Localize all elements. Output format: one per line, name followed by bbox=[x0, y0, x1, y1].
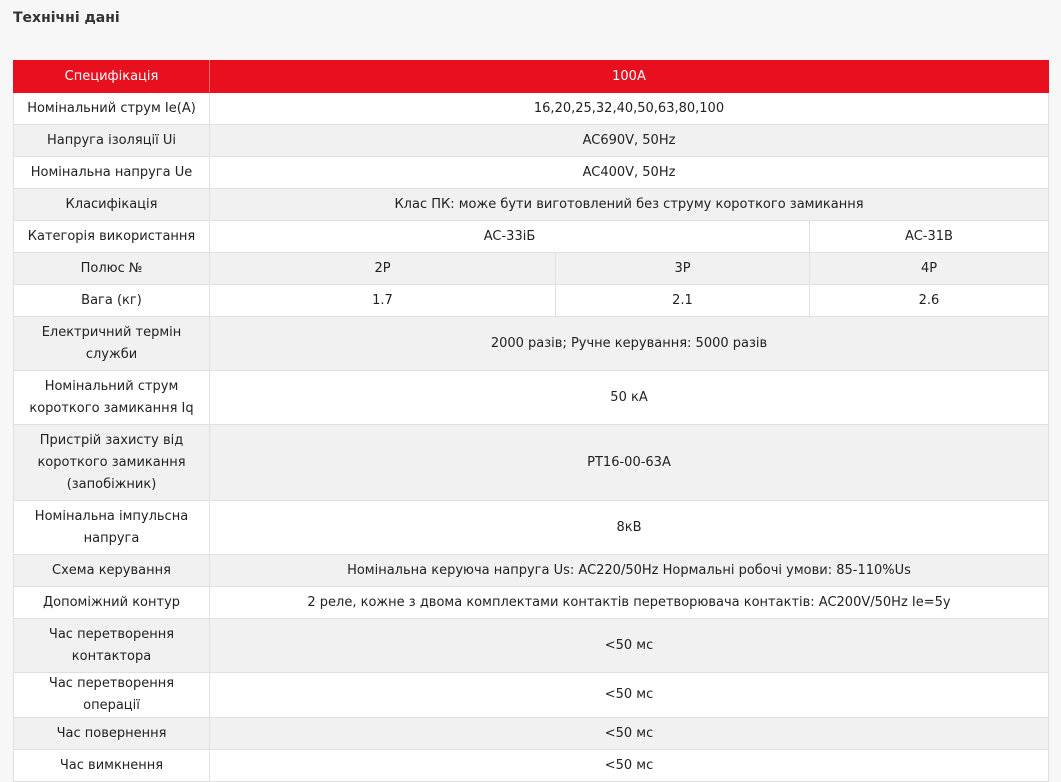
table-row bbox=[14, 619, 1049, 673]
row-label: Пристрій захисту від короткого замикання (запобіжник) bbox=[14, 425, 210, 501]
table-row bbox=[14, 157, 1049, 189]
row-value: 3P bbox=[556, 253, 810, 285]
row-label: Напруга ізоляції Ui bbox=[14, 125, 210, 157]
table-row bbox=[14, 253, 1049, 285]
row-label: Час вимкнення bbox=[14, 750, 210, 782]
row-value: 2.1 bbox=[556, 285, 810, 317]
row-label: Номінальний струм короткого замикання Iq bbox=[14, 371, 210, 425]
row-value: 2P bbox=[210, 253, 556, 285]
table-row bbox=[14, 371, 1049, 425]
row-value: <50 мс bbox=[210, 750, 1049, 782]
table-row bbox=[14, 673, 1049, 718]
row-value: AC400V, 50Hz bbox=[210, 157, 1049, 189]
specs-table bbox=[13, 60, 1049, 782]
row-label: Номінальна напруга Ue bbox=[14, 157, 210, 189]
row-label: Категорія використання bbox=[14, 221, 210, 253]
table-row bbox=[14, 125, 1049, 157]
page-title: Технічні дані bbox=[13, 10, 120, 26]
row-value: 4P bbox=[810, 253, 1049, 285]
row-value: РТ16-00-63А bbox=[210, 425, 1049, 501]
row-label: Вага (кг) bbox=[14, 285, 210, 317]
row-value: 2.6 bbox=[810, 285, 1049, 317]
table-row bbox=[14, 718, 1049, 750]
row-value: 8кВ bbox=[210, 501, 1049, 555]
row-value: <50 мс bbox=[210, 718, 1049, 750]
row-value: 16,20,25,32,40,50,63,80,100 bbox=[210, 93, 1049, 125]
row-value: Клас ПК: може бути виготовлений без струму короткого замикання bbox=[210, 189, 1049, 221]
row-value: <50 мс bbox=[210, 673, 1049, 718]
row-label: Електричний термін служби bbox=[14, 317, 210, 371]
row-value: 2 реле, кожне з двома комплектами контактів перетворювача контактів: AC200V/50Hz Ie=5у bbox=[210, 587, 1049, 619]
row-value: 1.7 bbox=[210, 285, 556, 317]
row-value: Номінальна керуюча напруга Us: AC220/50Hz Нормальні робочі умови: 85-110%Us bbox=[210, 555, 1049, 587]
row-label: Класифікація bbox=[14, 189, 210, 221]
table-row bbox=[14, 501, 1049, 555]
row-label: Час перетворення контактора bbox=[14, 619, 210, 673]
row-value: AC690V, 50Hz bbox=[210, 125, 1049, 157]
row-value: 2000 разів; Ручне керування: 5000 разів bbox=[210, 317, 1049, 371]
table-row bbox=[14, 750, 1049, 782]
row-label: Полюс № bbox=[14, 253, 210, 285]
table-row bbox=[14, 317, 1049, 371]
row-label: Номінальна імпульсна напруга bbox=[14, 501, 210, 555]
row-label: Номінальний струм Ie(A) bbox=[14, 93, 210, 125]
row-label: Час перетворення операції bbox=[14, 673, 210, 718]
header-label-cell: Специфікація bbox=[14, 61, 210, 93]
table-header-row bbox=[14, 61, 1049, 93]
table-row bbox=[14, 425, 1049, 501]
row-value: <50 мс bbox=[210, 619, 1049, 673]
header-value-cell: 100А bbox=[210, 61, 1049, 93]
row-label: Допоміжний контур bbox=[14, 587, 210, 619]
row-label: Схема керування bbox=[14, 555, 210, 587]
row-value: AC-31B bbox=[810, 221, 1049, 253]
table-row bbox=[14, 555, 1049, 587]
row-value: 50 кА bbox=[210, 371, 1049, 425]
table-row bbox=[14, 221, 1049, 253]
table-row bbox=[14, 285, 1049, 317]
table-row bbox=[14, 189, 1049, 221]
row-value: AC-33іБ bbox=[210, 221, 810, 253]
row-label: Час повернення bbox=[14, 718, 210, 750]
table-row bbox=[14, 587, 1049, 619]
table-row bbox=[14, 93, 1049, 125]
